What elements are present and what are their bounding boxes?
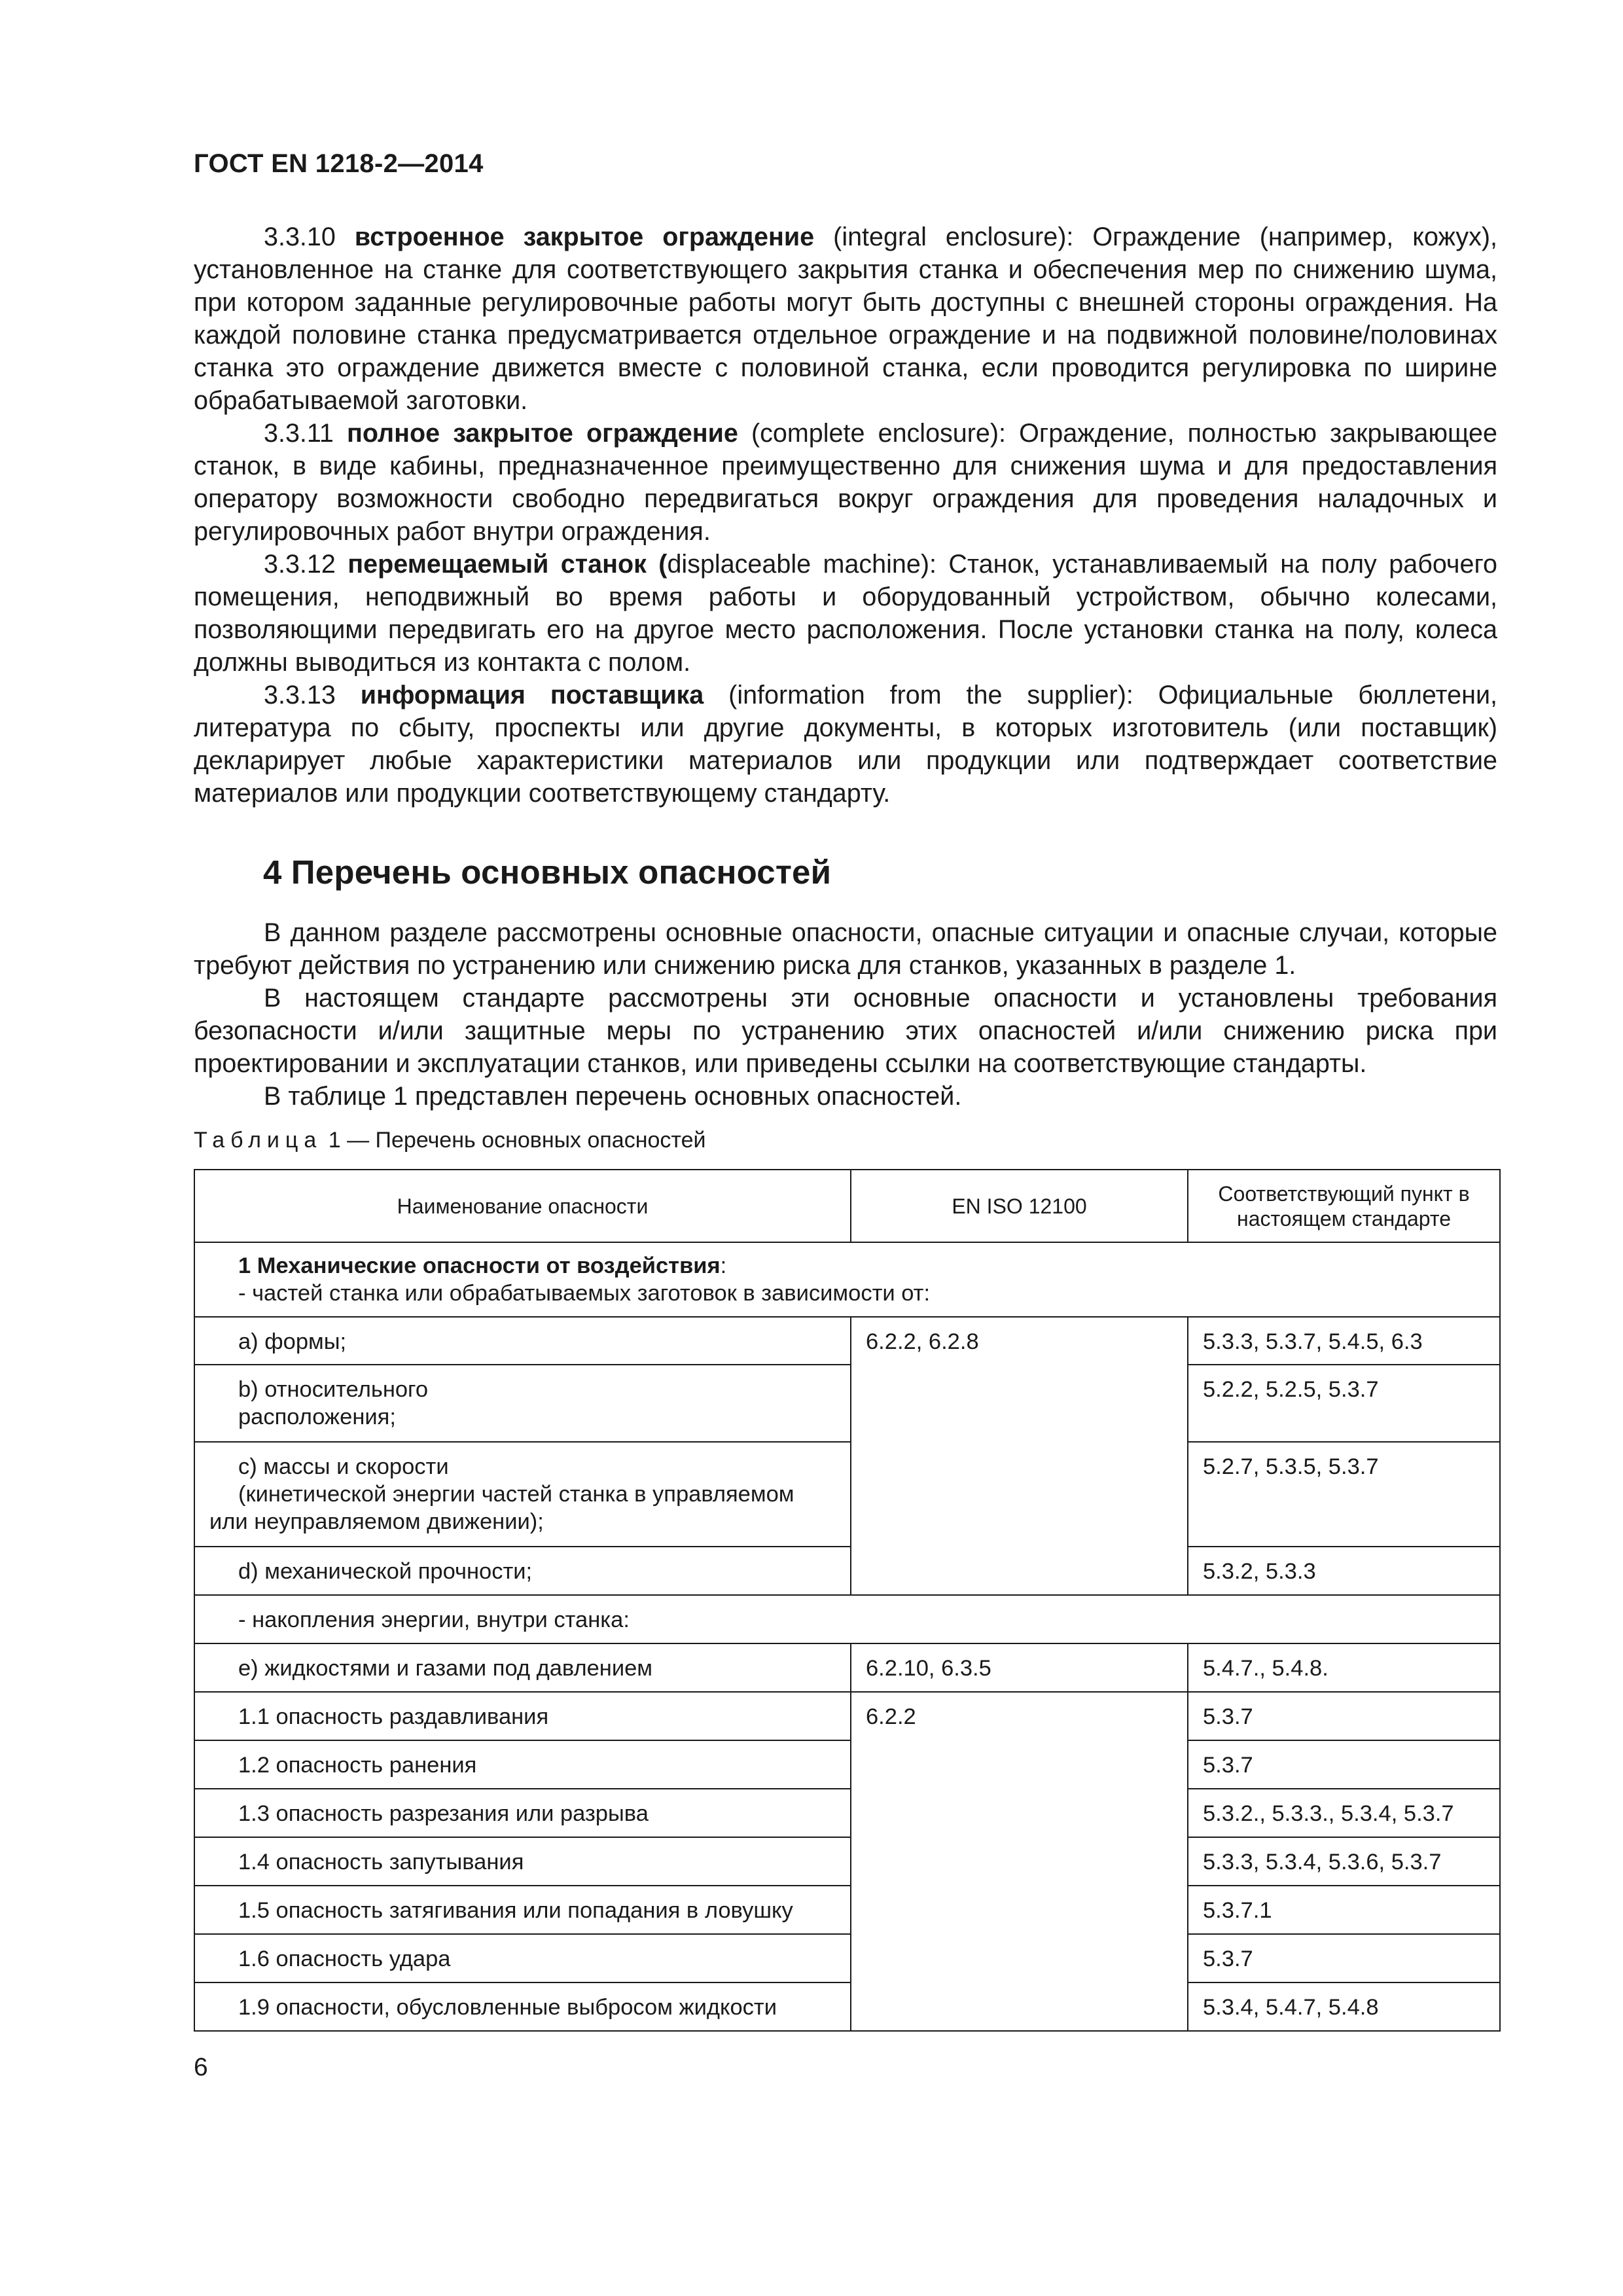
table-caption-text: 1 — Перечень основных опасностей	[322, 1128, 706, 1153]
table-row: a) формы; 6.2.2, 6.2.8 5.3.3, 5.3.7, 5.4.5, 6.3	[194, 1317, 1500, 1365]
table-row: 1.2 опасность ранения 5.3.7	[194, 1740, 1500, 1789]
hazards-table	[194, 1169, 1501, 2032]
header-clause: Соответствующий пункт в настоящем стандарте	[1188, 1170, 1500, 1242]
table-row: 1.4 опасность запутывания 5.3.3, 5.3.4, 5.3.6, 5.3.7	[194, 1837, 1500, 1886]
definitions-block	[194, 221, 1497, 810]
table-row: e) жидкостями и газами под давлением 6.2.10, 6.3.5 5.4.7., 5.4.8.	[194, 1643, 1500, 1692]
table-row: 1.6 опасность удара 5.3.7	[194, 1934, 1500, 1982]
definition-term: перемещаемый станок (	[348, 550, 668, 579]
definition-term: информация поставщика	[360, 681, 704, 709]
table-caption-label: Таблица	[194, 1128, 323, 1153]
section-paragraph: В таблице 1 представлен перечень основных опасностей.	[264, 1082, 962, 1111]
group-title: 1 Механические опасности от воздействия	[238, 1253, 721, 1278]
table-row: 1.3 опасность разрезания или разрыва 5.3.2., 5.3.3., 5.3.4, 5.3.7	[194, 1789, 1500, 1837]
definition-term: встроенное закрытое ограждение	[354, 223, 815, 251]
section-body	[194, 916, 1497, 1113]
iso-cell-merged: 6.2.2	[851, 1692, 1188, 2031]
definition-3-3-13: 3.3.13 информация поставщика (information from the supplier): Официальные бюллетени, литература по сбыту, проспекты или другие документы, в которых изготовитель (или поставщик) декларирует любые характеристики материалов или продукции или подтверждает соответствие материалов или продукции соответствующему стандарту.	[194, 681, 1497, 808]
group-subtitle: - частей станка или обрабатываемых заготовок в зависимости от:	[238, 1281, 931, 1306]
table-row: 1.5 опасность затягивания или попадания в ловушку 5.3.7.1	[194, 1886, 1500, 1934]
iso-cell-merged: 6.2.2, 6.2.8	[851, 1317, 1188, 1595]
table-row: 1.1 опасность раздавливания 6.2.2 5.3.7	[194, 1692, 1500, 1740]
definition-3-3-11: 3.3.11 полное закрытое ограждение (complete enclosure): Ограждение, полностью закрывающее станок, в виде кабины, предназначенное преимущественно для снижения шума и для предоставления оператору возможности свободно передвигаться вокруг ограждения для проведения наладочных и регулировочных работ внутри ограждения.	[194, 419, 1497, 546]
table-row: c) массы и скорости (кинетической энергии частей станка в управляемом или неуправляемом движении); 5.2.7, 5.3.5, 5.3.7	[194, 1442, 1500, 1547]
section-paragraph: В данном разделе рассмотрены основные опасности, опасные ситуации и опасные случаи, которые требуют действия по устранению или снижению риска для станков, указанных в разделе 1.	[194, 918, 1497, 980]
group-row: 1 Механические опасности от воздействия: - частей станка или обрабатываемых заготовок в зависимости от:	[194, 1242, 1500, 1317]
section-title: 4 Перечень основных опасностей	[263, 853, 832, 891]
definition-3-3-12: 3.3.12 перемещаемый станок (displaceable machine): Станок, устанавливаемый на полу рабочего помещения, неподвижный во время работы и оборудованный устройством, обычно колесами, позволяющими передвигать его на другое место расположения. После установки станка на полу, колеса должны выводиться из контакта с полом.	[194, 550, 1497, 677]
table-row: d) механической прочности; 5.3.2, 5.3.3	[194, 1547, 1500, 1595]
document-header: ГОСТ EN 1218-2—2014	[194, 149, 484, 178]
definition-term: полное закрытое ограждение	[347, 419, 738, 448]
section-paragraph: В настоящем стандарте рассмотрены эти основные опасности и установлены требования безопасности и/или защитные меры по устранению этих опасностей и/или снижению риска при проектировании и эксплуатации станков, или приведены ссылки на соответствующие стандарты.	[194, 984, 1497, 1078]
table-row: 1.9 опасности, обусловленные выбросом жидкости 5.3.4, 5.4.7, 5.4.8	[194, 1982, 1500, 2031]
energy-row: - накопления энергии, внутри станка:	[194, 1595, 1500, 1643]
definition-3-3-10: 3.3.10 встроенное закрытое ограждение (integral enclosure): Ограждение (например, кожух), установленное на станке для соответствующего закрытия станка и обеспечения мер по снижению шума, при котором заданные регулировочные работы могут быть доступны с внешней стороны ограждения. На каждой половине станка предусматривается отдельное ограждение и на подвижной половине/половинах станка это ограждение движется вместе с половиной станка, если проводится регулировка по ширине обрабатываемой заготовки.	[194, 223, 1497, 415]
table-header-row	[194, 1170, 1500, 1242]
header-iso: EN ISO 12100	[851, 1170, 1188, 1242]
table-caption	[194, 1126, 705, 1155]
page-number: 6	[194, 2053, 208, 2081]
table-row: b) относительного расположения; 5.2.2, 5.2.5, 5.3.7	[194, 1365, 1500, 1442]
header-hazard: Наименование опасности	[194, 1170, 851, 1242]
